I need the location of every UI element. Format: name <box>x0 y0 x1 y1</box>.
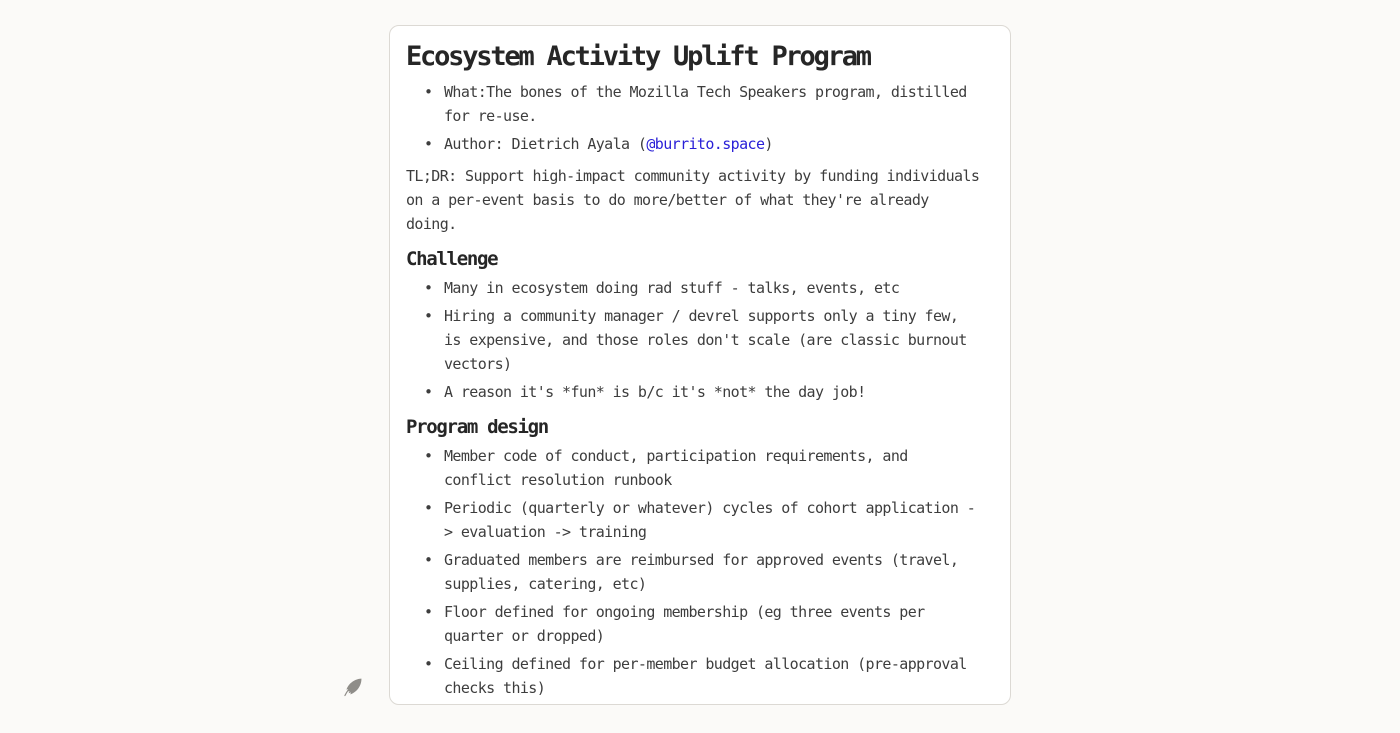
author-prefix: Author: Dietrich Ayala ( <box>444 135 647 153</box>
intro-list <box>406 80 982 156</box>
list-item: • Floor defined for ongoing membership (eg three events per quarter or dropped) <box>444 600 982 648</box>
list-item: • Hiring a community manager / devrel supports only a tiny few, is expensive, and those roles don't scale (are classic burnout vectors) <box>444 304 982 376</box>
author-handle-link[interactable]: @burrito.space <box>646 135 765 153</box>
challenge-list <box>406 276 982 404</box>
feather-icon <box>342 676 364 698</box>
author-suffix: ) <box>764 135 773 153</box>
list-item-author <box>444 132 982 156</box>
list-item: • Ceiling defined for per-member budget allocation (pre-approval checks this) <box>444 652 982 700</box>
list-item: • Graduated members are reimbursed for approved events (travel, supplies, catering, etc) <box>444 548 982 596</box>
what-text: What:The bones of the Mozilla Tech Speakers program, distilled for re-use. <box>444 83 967 125</box>
article-card <box>389 25 1011 705</box>
list-item: • Member code of conduct, participation requirements, and conflict resolution runbook <box>444 444 982 492</box>
page-title: Ecosystem Activity Uplift Program <box>406 41 870 72</box>
list-item: • Many in ecosystem doing rad stuff - talks, events, etc <box>444 276 982 300</box>
list-item: • Periodic (quarterly or whatever) cycles of cohort application -> evaluation -> training <box>444 496 982 544</box>
quill-feather-icon <box>342 676 364 698</box>
section-heading-program-design: Program design <box>406 416 548 438</box>
section-heading-challenge: Challenge <box>406 248 498 270</box>
list-item-what <box>444 80 982 128</box>
program-design-list <box>406 444 982 700</box>
list-item: • A reason it's *fun* is b/c it's *not* the day job! <box>444 380 982 404</box>
tldr-paragraph: TL;DR: Support high-impact community activity by funding individuals on a per-event basis to do more/better of what they're already doing. <box>406 167 980 233</box>
